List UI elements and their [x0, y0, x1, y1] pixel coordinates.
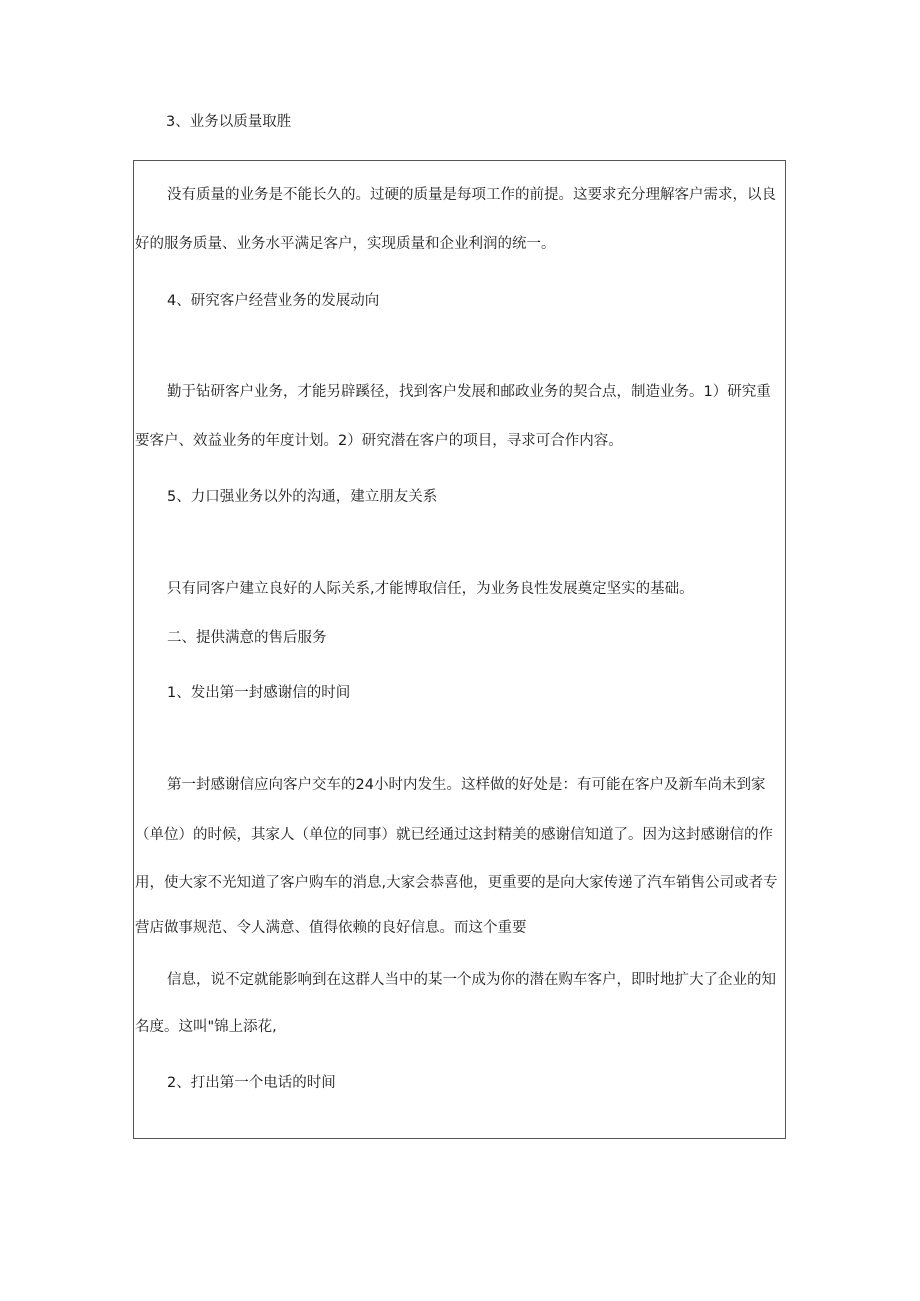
paragraph-letter-line3: 用，使大家不光知道了客户购车的消息,大家会恭喜他，更重要的是向大家传递了汽车销售公司或者专	[135, 875, 778, 891]
paragraph-relationship: 只有同客户建立良好的人际关系,才能博取信任，为业务良性发展奠定坚实的基础。	[167, 581, 694, 597]
paragraph-quality-line2: 好的服务质量、业务水平满足客户，实现质量和企业利润的统一。	[135, 236, 556, 252]
content-box	[133, 160, 786, 1139]
section-heading-3: 3、业务以质量取胜	[166, 114, 292, 130]
paragraph-research-line1: 勤于钻研客户业务，才能另辟蹊径，找到客户发展和邮政业务的契合点，制造业务。1）研究重	[167, 384, 771, 400]
paragraph-info-line2: 名度。这叫"锦上添花,	[135, 1019, 277, 1035]
subheading-first-call: 2、打出第一个电话的时间	[167, 1075, 336, 1091]
section-heading-4: 4、研究客户经营业务的发展动向	[167, 293, 380, 309]
paragraph-quality-line1: 没有质量的业务是不能长久的。过硬的质量是每项工作的前提。这要求充分理解客户需求，以良	[167, 187, 776, 203]
paragraph-letter-line1: 第一封感谢信应向客户交车的24小时内发生。这样做的好处是：有可能在客户及新车尚未到家	[167, 777, 766, 793]
section-heading-after-sales: 二、提供满意的售后服务	[167, 630, 327, 646]
subheading-thank-you-letter: 1、发出第一封感谢信的时间	[167, 685, 351, 701]
paragraph-research-line2: 要客户、效益业务的年度计划。2）研究潜在客户的项目，寻求可合作内容。	[135, 433, 623, 449]
paragraph-letter-line2: （单位）的时候，其家人（单位的同事）就已经通过这封精美的感谢信知道了。因为这封感谢信的作	[135, 827, 773, 843]
section-heading-5: 5、力口强业务以外的沟通，建立朋友关系	[167, 489, 438, 505]
paragraph-letter-line4: 营店做事规范、令人满意、值得依赖的良好信息。而这个重要	[135, 920, 527, 936]
paragraph-info-line1: 信息，说不定就能影响到在这群人当中的某一个成为你的潜在购车客户，即时地扩大了企业的知	[167, 972, 776, 988]
